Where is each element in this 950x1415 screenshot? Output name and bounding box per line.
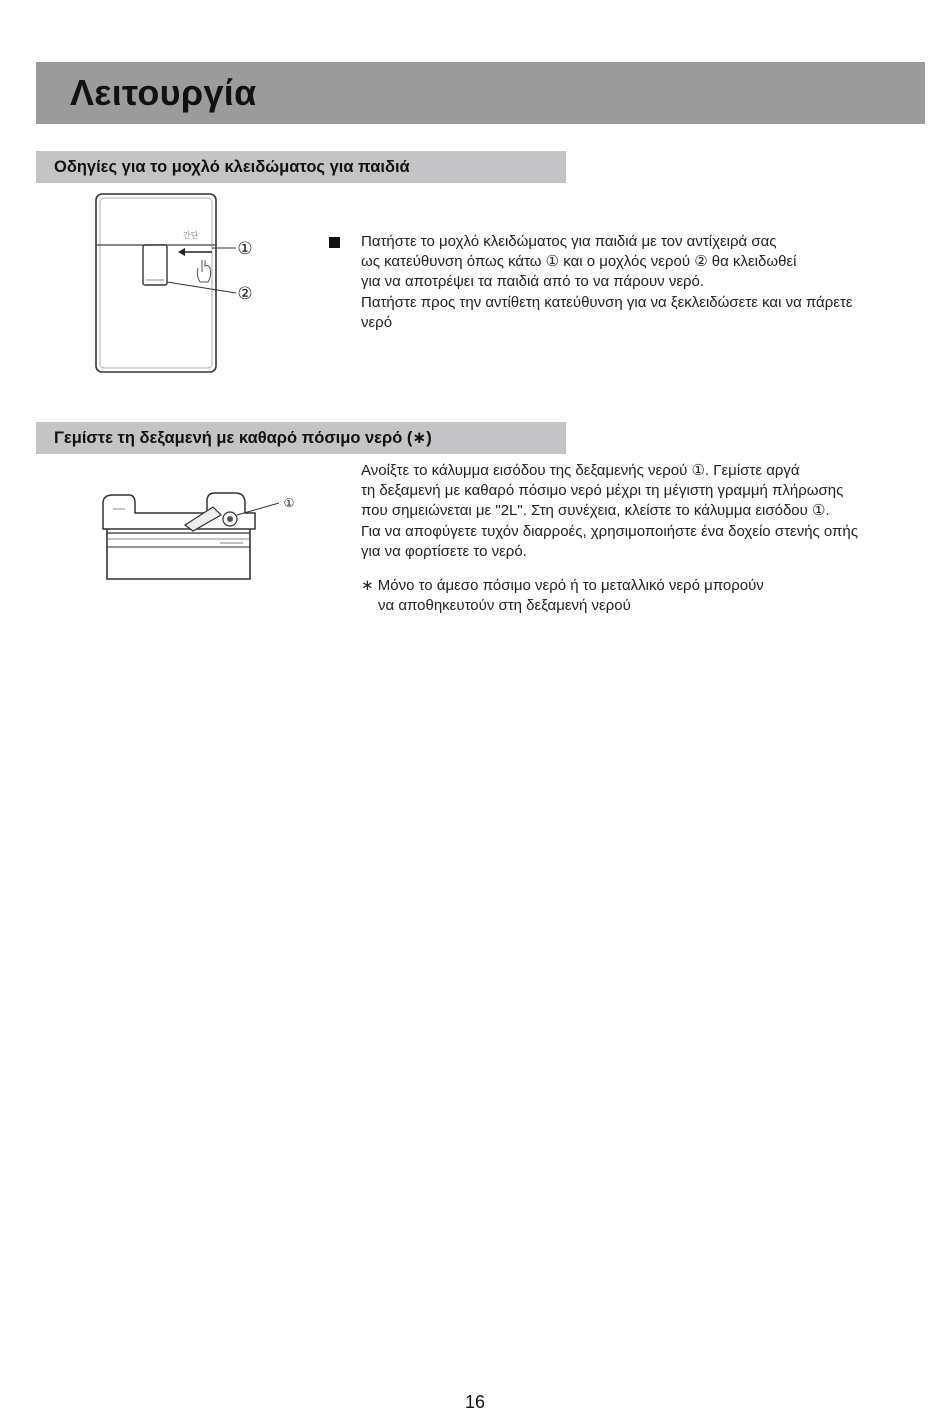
drinking-water-note <box>361 576 764 616</box>
callout-1-marker: ① <box>237 239 253 259</box>
instruction-line: νερό <box>361 313 393 331</box>
instruction-line: Πατήστε το μοχλό κλειδώματος για παιδιά με τον αντίχειρά σας <box>361 233 777 250</box>
note-line: να αποθηκευτούν στη δεξαμενή νερού <box>378 597 631 615</box>
instruction-line: τη δεξαμενή με καθαρό πόσιμο νερό μέχρι τη μέγιστη γραμμή πλήρωσης <box>361 482 844 500</box>
callout-1-marker: ① <box>283 496 295 510</box>
instruction-line: Πατήστε προς την αντίθετη κατεύθυνση για να ξεκλειδώσετε και να πάρετε <box>361 293 853 311</box>
instruction-line: ως κατεύθυνση όπως κάτω ① και ο μοχλός νερού ② θα κλειδωθεί <box>361 253 797 271</box>
instruction-line: Ανοίξτε το κάλυμμα εισόδου της δεξαμενής νερού ①. Γεμίστε αργά <box>361 462 800 479</box>
fill-tank-instructions <box>361 461 858 562</box>
page-number: 16 <box>464 1392 486 1412</box>
section-heading-child-lock: Οδηγίες για το μοχλό κλειδώματος για παιδιά <box>36 151 566 183</box>
instruction-line: για να φορτίσετε το νερό. <box>361 542 527 560</box>
section-heading-fill-tank: Γεμίστε τη δεξαμενή με καθαρό πόσιμο νερό (∗) <box>36 422 566 454</box>
bullet-square-icon <box>329 237 340 248</box>
child-lock-lever-illustration <box>86 190 266 380</box>
note-line: ∗ Μόνο το άμεσο πόσιμο νερό ή το μεταλλικό νερό μπορούν <box>361 577 764 594</box>
lock-decal-text: 간단 <box>183 231 199 240</box>
callout-2-marker: ② <box>237 284 253 304</box>
water-lever <box>143 245 167 285</box>
child-lock-instructions <box>361 232 853 333</box>
instruction-line: για να αποτρέψει τα παιδιά από το να πάρουν νερό. <box>361 273 705 291</box>
instruction-line: Για να αποφύγετε τυχόν διαρροές, χρησιμοποιήστε ένα δοχείο στενής οπής <box>361 522 858 540</box>
water-tank-illustration <box>95 485 300 585</box>
instruction-line: που σημειώνεται με "2L". Στη συνέχεια, κλείστε το κάλυμμα εισόδου ①. <box>361 502 830 520</box>
page-title: Λειτουργία <box>70 72 257 113</box>
page-title-banner <box>36 62 925 124</box>
